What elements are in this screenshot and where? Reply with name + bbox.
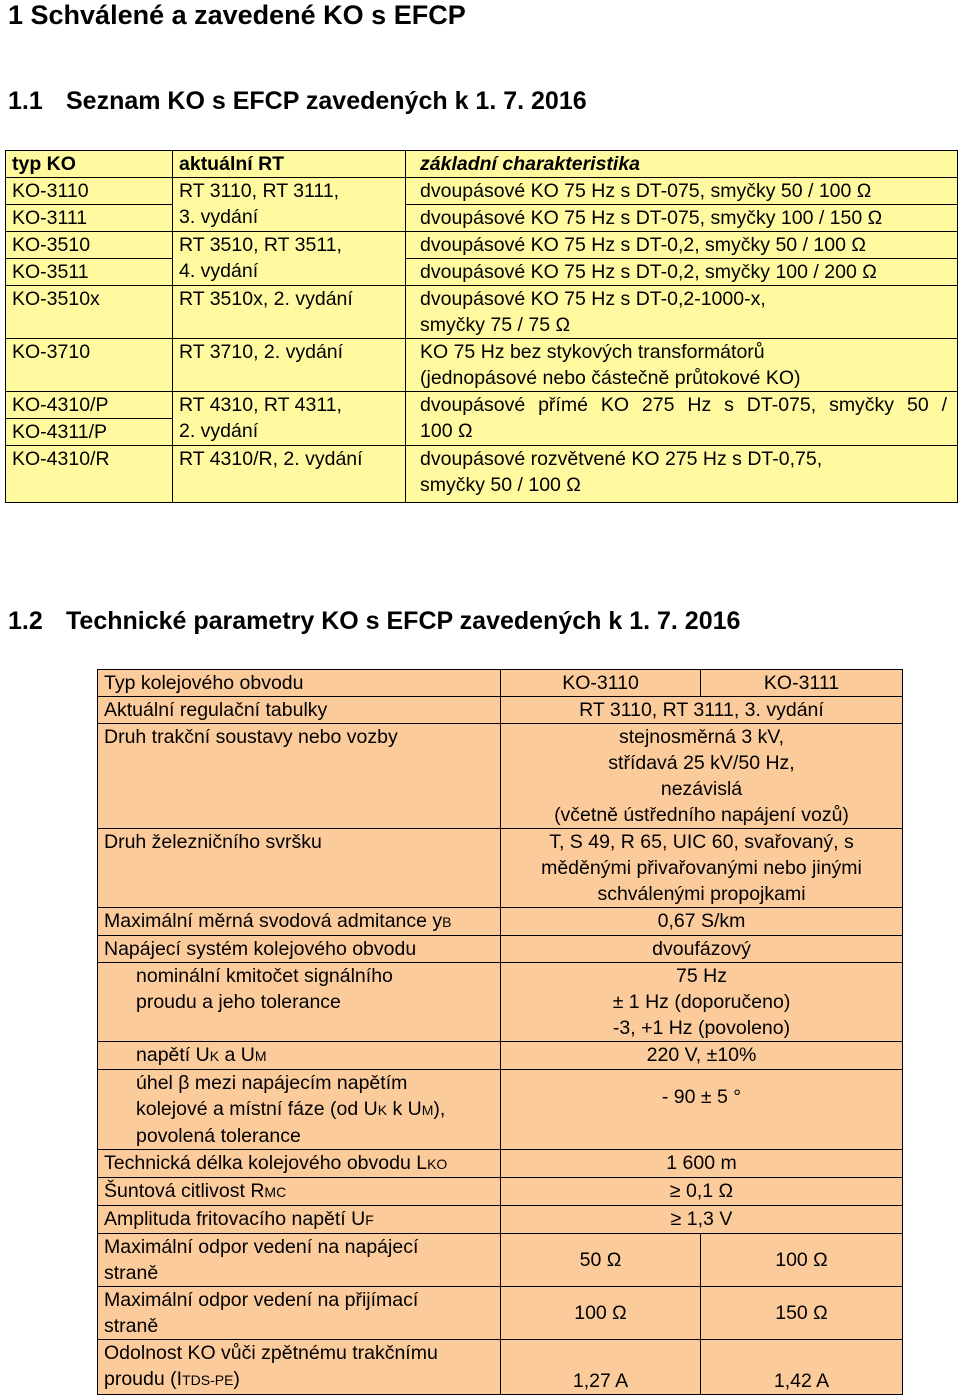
table-row [98,1150,903,1178]
characteristic [406,286,958,339]
label-line [104,1366,494,1393]
table-row [98,724,903,829]
param-value: 150 Ω [701,1287,903,1340]
rt-line: 2. vydání [179,420,259,442]
param-value: 0,67 S/km [501,908,903,936]
label-line: nominální kmitočet signálního [136,965,393,987]
value-line: ± 1 Hz (doporučeno) [612,991,791,1013]
technical-parameters-table [97,669,903,1395]
ko-type-line: KO-4310/P [6,392,172,419]
table-row [6,286,958,339]
param-value: - 90 ± 5 ° [501,1070,903,1150]
ko-type: KO-3110 [6,178,173,205]
rt-cell: RT 3510x, 2. vydání [173,286,406,339]
ko-list-table [5,150,958,503]
table-row [98,829,903,908]
value-line: T, S 49, R 65, UIC 60, svařovaný, s [549,831,854,853]
param-value: 100 Ω [501,1287,701,1340]
rt-cell [173,392,406,446]
table-row [6,392,958,446]
value-line: 75 Hz [676,965,727,987]
table-row [98,1287,903,1340]
section-title: Technické parametry KO s EFCP zavedených k 1. 7. 2016 [66,607,741,635]
label-subscript: F [365,1212,374,1228]
table-row [98,936,903,963]
label-text: Maximální měrná svodová admitance y [104,910,443,932]
section-number: 1.1 [8,87,43,115]
characteristic: dvoupásové KO 75 Hz s DT-075, smyčky 100 / 150 Ω [406,205,958,232]
param-value: 50 Ω [501,1234,701,1287]
characteristic [406,392,958,446]
label-subscript: KO [427,1156,448,1172]
section-heading-1-2 [8,607,740,636]
section-heading-1-1 [8,87,587,116]
param-label [98,963,501,1042]
ko-type: KO-3111 [6,205,173,232]
param-label [98,1178,501,1206]
rt-line: 3. vydání [179,206,259,228]
page-heading: 1 Schválené a zavedené KO s EFCP [8,0,466,30]
ko-type: KO-3511 [6,259,173,286]
char-line: dvoupásové rozvětvené KO 275 Hz s DT-0,75, [420,448,823,470]
rt-cell: RT 4310/R, 2. vydání [173,446,406,503]
label-subscript: B [442,914,452,930]
value-line: -3, +1 Hz (povoleno) [612,1017,791,1039]
char-line: KO 75 Hz bez stykových transformátorů [420,341,765,363]
label-text: ), [433,1098,446,1120]
param-label [98,1206,501,1234]
param-value: KO-3111 [701,670,903,697]
label-subscript: MC [264,1184,287,1200]
param-value: 220 V, ±10% [501,1042,903,1070]
label-text: k U [387,1098,422,1120]
table-row [6,446,958,503]
rt-cell: RT 3710, 2. vydání [173,339,406,392]
param-value: KO-3110 [501,670,701,697]
char-line: (jednopásové nebo částečně průtokové KO) [420,367,801,389]
char-line: smyčky 50 / 100 Ω [420,474,581,496]
header-rt: aktuální RT [173,151,406,178]
rt-line: RT 3510, RT 3511, [179,234,342,256]
label-text: napětí U [136,1044,210,1066]
param-value: ≥ 0,1 Ω [501,1178,903,1206]
section-number: 1.2 [8,607,43,635]
label-text: Šuntová citlivost R [104,1180,265,1202]
param-label: Druh trakční soustavy nebo vozby [98,724,501,829]
ko-type: KO-3710 [6,339,173,392]
label-line: úhel β mezi napájecím napětím [136,1072,408,1094]
param-value [501,724,903,829]
value-line: (včetně ústředního napájení vozů) [554,804,849,826]
ko-type: KO-3510x [6,286,173,339]
label-line: povolená tolerance [136,1125,301,1147]
table-row [98,908,903,936]
characteristic: dvoupásové KO 75 Hz s DT-0,2, smyčky 100 / 200 Ω [406,259,958,286]
param-value: 100 Ω [701,1234,903,1287]
table-row [98,1070,903,1150]
label-text: kolejové a místní fáze (od U [136,1098,378,1120]
header-type: typ KO [6,151,173,178]
label-subscript: TDS-PE [182,1372,234,1388]
label-line: Maximální odpor vedení na napájecí [104,1236,419,1258]
label-text: proudu (I [104,1368,183,1390]
param-value [501,829,903,908]
characteristic [406,446,958,503]
label-text: Technická délka kolejového obvodu L [104,1152,428,1174]
value-line: schválenými propojkami [597,883,806,905]
param-label: Druh železničního svršku [98,829,501,908]
characteristic: dvoupásové KO 75 Hz s DT-075, smyčky 50 / 100 Ω [406,178,958,205]
param-label: Typ kolejového obvodu [98,670,501,697]
label-line: straně [104,1315,159,1337]
table-row [6,339,958,392]
table-row [98,697,903,724]
param-label [98,1287,501,1340]
param-value [501,963,903,1042]
table-row [98,1340,903,1395]
ko-type-line: KO-4311/P [12,421,108,443]
char-line: 100 Ω [420,420,473,442]
param-value: 1,27 A [501,1340,701,1395]
char-line: dvoupásové přímé KO 275 Hz s DT-075, smyčky 50 / [420,394,947,416]
rt-cell [173,178,406,232]
table-row [98,670,903,697]
param-value: 1,42 A [701,1340,903,1395]
table-row [98,1234,903,1287]
characteristic: dvoupásové KO 75 Hz s DT-0,2, smyčky 50 / 100 Ω [406,232,958,259]
table-row [6,178,958,205]
ko-type: KO-4310/R [6,446,173,503]
table-row [6,205,958,232]
rt-cell [173,232,406,286]
label-line [136,1096,494,1123]
label-subscript: M [254,1048,267,1064]
table-row [98,1178,903,1206]
label-line: proudu a jeho tolerance [136,991,341,1013]
table-row [6,259,958,286]
param-label [98,1042,501,1070]
header-characteristic: základní charakteristika [406,151,958,178]
label-text: ) [233,1368,240,1390]
label-text: Amplituda fritovacího napětí U [104,1208,366,1230]
rt-line: RT 4310, RT 4311, [179,394,342,416]
value-line: stejnosměrná 3 kV, [618,726,785,748]
param-value: ≥ 1,3 V [501,1206,903,1234]
param-label [98,1234,501,1287]
label-subscript: K [377,1102,388,1118]
char-line: dvoupásové KO 75 Hz s DT-0,2-1000-x, [420,288,766,310]
param-label [98,1070,501,1150]
table-header-row [6,151,958,178]
characteristic [406,339,958,392]
value-line: střídavá 25 kV/50 Hz, [608,752,795,774]
section-title: Seznam KO s EFCP zavedených k 1. 7. 2016 [66,87,587,115]
label-subscript: K [209,1048,220,1064]
rt-line: 4. vydání [179,260,259,282]
label-line: Maximální odpor vedení na přijímací [104,1289,419,1311]
ko-type: KO-3510 [6,232,173,259]
param-label: Aktuální regulační tabulky [98,697,501,724]
table-row [98,1042,903,1070]
value-line: nezávislá [660,778,743,800]
label-text: a U [219,1044,255,1066]
param-label [98,1340,501,1395]
label-line: Odolnost KO vůči zpětnému trakčnímu [104,1342,438,1364]
value-line: měděnými přivařovanými nebo jinými [541,857,862,879]
table-row [98,1206,903,1234]
param-value: dvoufázový [501,936,903,963]
ko-type [6,392,173,446]
param-label [98,908,501,936]
table-row [98,963,903,1042]
param-value: RT 3110, RT 3111, 3. vydání [501,697,903,724]
param-label: Napájecí systém kolejového obvodu [98,936,501,963]
label-subscript: M [421,1102,434,1118]
param-value: 1 600 m [501,1150,903,1178]
table-row [6,232,958,259]
char-line: smyčky 75 / 75 Ω [420,314,571,336]
rt-line: RT 3110, RT 3111, [179,180,340,202]
param-label [98,1150,501,1178]
label-line: straně [104,1262,159,1284]
